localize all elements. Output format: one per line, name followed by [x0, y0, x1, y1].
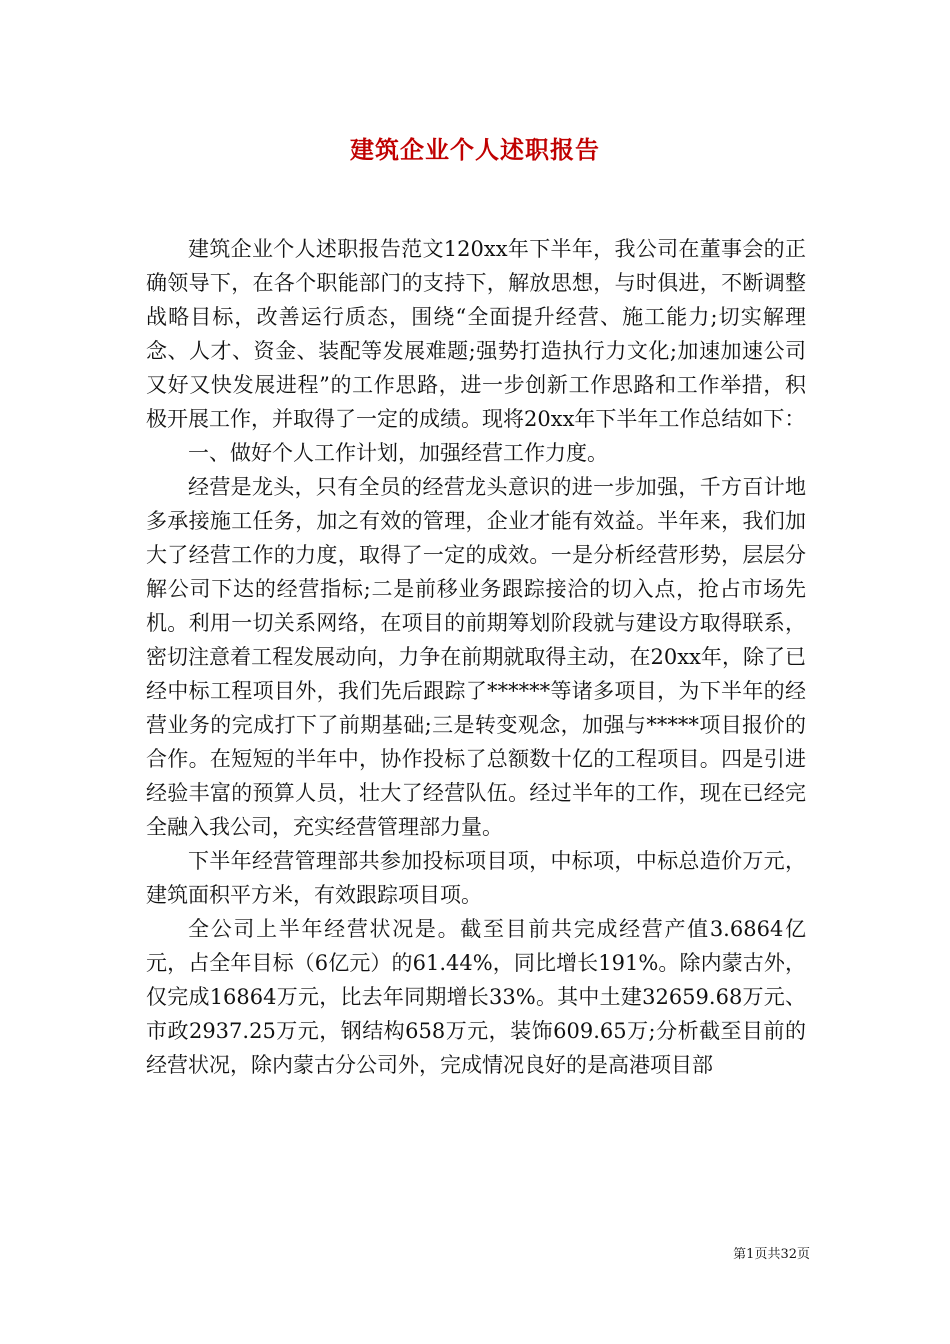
section-heading: 一、做好个人工作计划，加强经营工作力度。 — [188, 441, 608, 465]
paragraph: 建筑企业个人述职报告范文120xx年下半年，我公司在董事会的正确领导下，在各个职能部门的支持下，解放思想，与时俱进，不断调整战略目标，改善运行质态，围绕“全面提升经营、施工能力;切实解理念、人才、资金、装配等发展难题;强势打造执行力文化;加速加速公司又好又快发展进程”的工作思路，进一步创新工作思路和工作举措，积极开展工作，并取得了一定的成绩。现将20xx年下半年工作总结如下： — [146, 237, 806, 431]
document-body — [146, 232, 806, 1082]
paragraph: 经营是龙头，只有全员的经营龙头意识的进一步加强，千方百计地多承接施工任务，加之有效的管理，企业才能有效益。半年来，我们加大了经营工作的力度，取得了一定的成效。一是分析经营形势，层层分解公司下达的经营指标;二是前移业务跟踪接洽的切入点，抢占市场先机。利用一切关系网络，在项目的前期筹划阶段就与建设方取得联系，密切注意着工程发展动向，力争在前期就取得主动，在20xx年，除了已经中标工程项目外，我们先后跟踪了******等诸多项目，为下半年的经营业务的完成打下了前期基础;三是转变观念，加强与*****项目报价的合作。在短短的半年中，协作投标了总额数十亿的工程项目。四是引进经验丰富的预算人员，壮大了经营队伍。经过半年的工作，现在已经完全融入我公司，充实经营管理部力量。 — [146, 475, 806, 839]
page-number: 第1页共32页 — [733, 1247, 810, 1262]
paragraph: 全公司上半年经营状况是。截至目前共完成经营产值3.6864亿元，占全年目标（6亿元）的61.44%，同比增长191%。除内蒙古外，仅完成16864万元，比去年同期增长33%。其中土建32659.68万元、市政2937.25万元，钢结构658万元，装饰609.65万;分析截至目前的经营状况，除内蒙古分公司外，完成情况良好的是高港项目部 — [146, 917, 806, 1077]
paragraph: 下半年经营管理部共参加投标项目项，中标项，中标总造价万元，建筑面积平方米，有效跟踪项目项。 — [146, 849, 806, 907]
document-title: 建筑企业个人述职报告 — [350, 135, 600, 164]
